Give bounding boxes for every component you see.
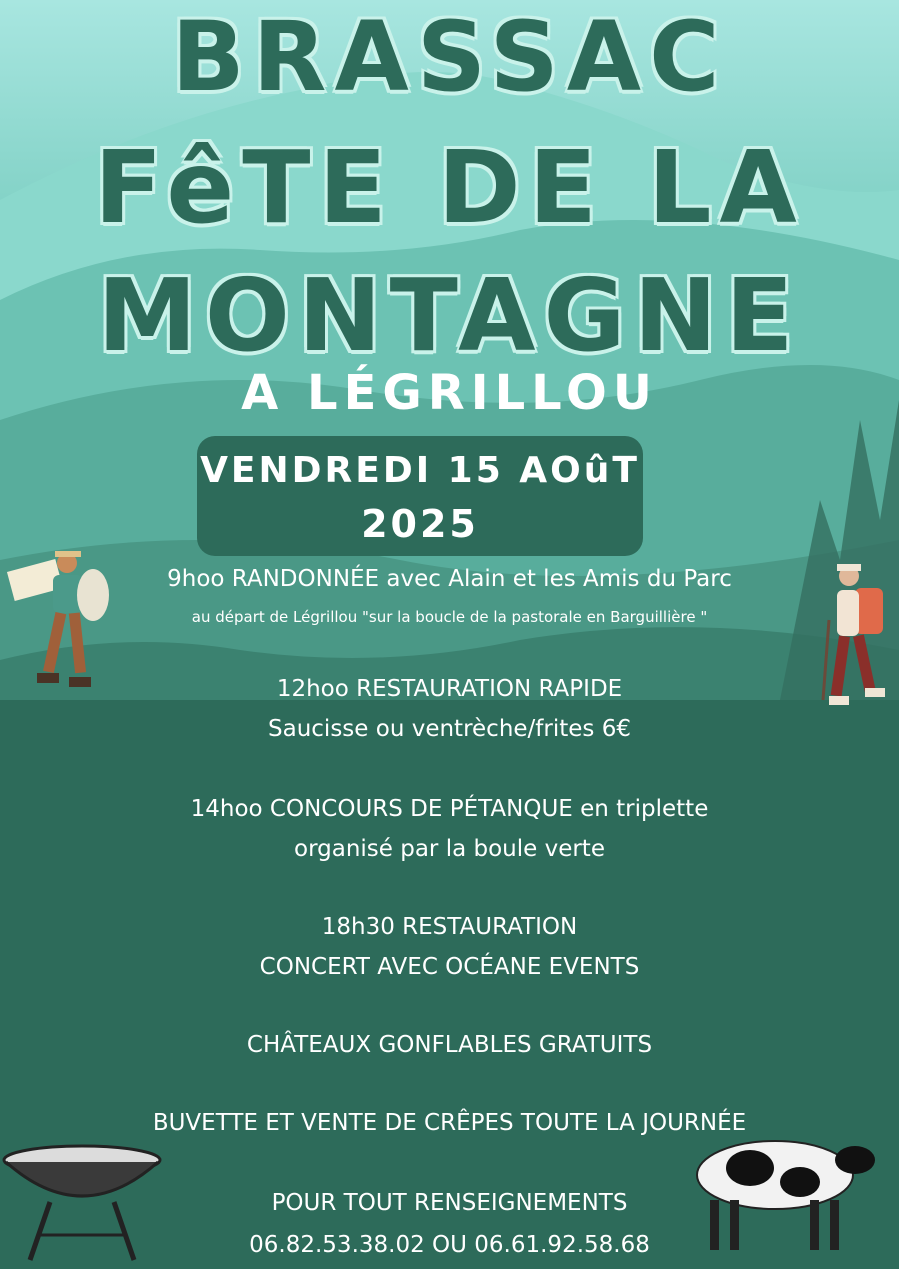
program-concert: CONCERT AVEC OCÉANE EVENTS [259,954,640,980]
location-subtitle: A LÉGRILLOU [241,365,658,421]
cow-icon [690,1130,880,1255]
program-petanque: 14hoo CONCOURS DE PÉTANQUE en triplette [190,796,709,822]
program-dinner: 18h30 RESTAURATION [321,914,578,940]
hiker-with-map-icon [5,545,115,705]
program-bar: BUVETTE ET VENTE DE CRÊPES TOUTE LA JOURNÉE [152,1110,747,1136]
program-lunch-detail: Saucisse ou ventrèche/frites 6€ [268,716,631,742]
title-line-2: FêTE DE LA [94,129,805,246]
barbecue-grill-icon [0,1140,165,1265]
info-heading: POUR TOUT RENSEIGNEMENTS [271,1190,628,1216]
date-badge [197,436,643,556]
program-inflatables: CHÂTEAUX GONFLABLES GRATUITS [246,1032,653,1058]
program-hike-detail: au départ de Légrillou "sur la boucle de la pastorale en Barguillière " [191,608,708,626]
date-line-1: VENDREDI 15 AOûT [200,450,640,491]
program-petanque-detail: organisé par la boule verte [294,836,605,862]
title-line-1: BRASSAC [171,1,728,113]
program-lunch: 12hoo RESTAURATION RAPIDE [276,676,623,702]
date-line-2: 2025 [361,502,479,546]
hiker-with-backpack-icon [815,560,895,710]
title-line-3: MONTAGNE [97,257,802,374]
phone-numbers: 06.82.53.38.02 OU 06.61.92.58.68 [249,1232,650,1258]
program-hike: 9hoo RANDONNÉE avec Alain et les Amis du Parc [167,566,732,592]
